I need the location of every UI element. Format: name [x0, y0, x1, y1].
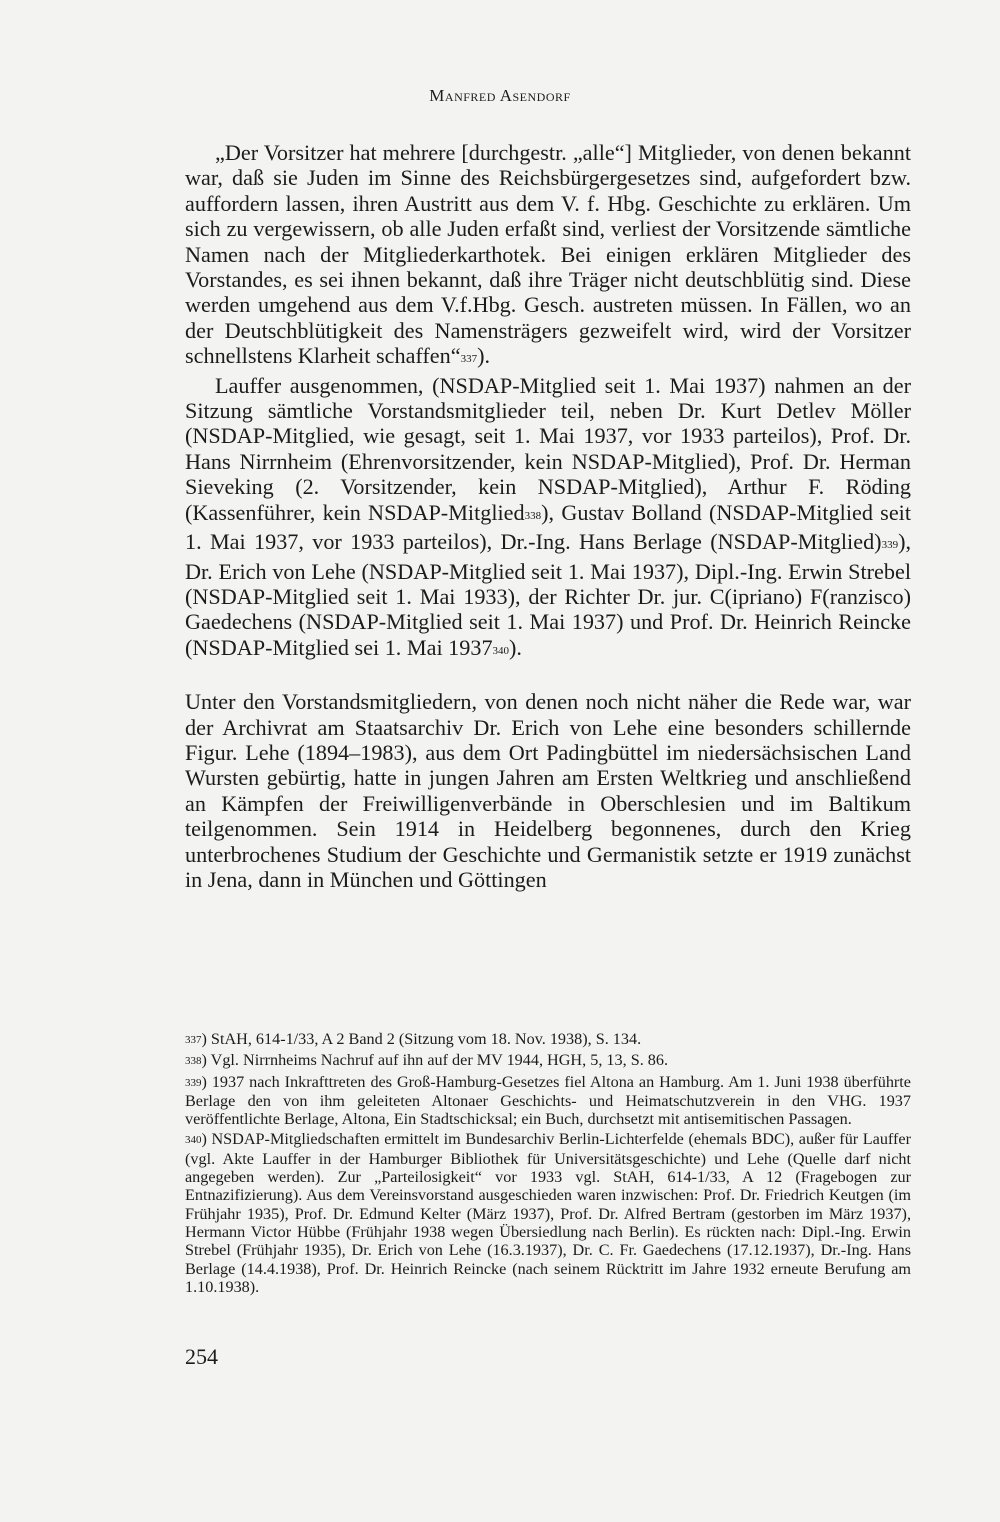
lehe-paragraph: Unter den Vorstandsmitgliedern, von denen noch nicht näher die Rede war, war der Archivrat am Staatsarchiv Dr. Erich von Lehe eine besonders schillernde Figur. Lehe (1894–1983), aus dem Ort Padingbüttel im niedersächsischen Land Wursten gebürtig, hatte in jungen Jahren am Ersten Weltkrieg und anschließend an Kämpfen der Freiwilligenverbände in Oberschlesien und im Baltikum teilgenommen. Sein 1914 in Heidelberg begonnenes, durch den Krieg unterbrochenes Studium der Geschichte und Germanistik setzte er 1919 zunächst in Jena, dann in München und Göttingen [185, 689, 911, 892]
main-text [185, 140, 911, 892]
footnote-ref-338[interactable]: 338 [524, 509, 542, 522]
page-number: 254 [185, 1344, 218, 1369]
footnote-337 [185, 1030, 911, 1049]
footnote-ref-340[interactable]: 340 [492, 644, 510, 657]
members-paragraph [185, 373, 911, 664]
quote-paragraph [185, 140, 911, 373]
footnote-ref-337[interactable]: 337 [460, 353, 478, 366]
footnotes [185, 1030, 911, 1298]
members-text-d: ). [509, 634, 522, 660]
quote-tail: ). [477, 343, 491, 369]
members-text-b: ), Gustav Bolland (NSDAP-Mitglied seit 1. Mai 1937, vor 1933 parteilos), Dr.-Ing. Hans Berlage (NSDAP-Mitglied) [185, 499, 911, 555]
footnote-text: ) 1937 nach Inkrafttreten des Groß-Hamburg-Gesetzes fiel Altona an Hamburg. Am 1. Juni 1938 überführte Berlage den von ihm geleiteten Altonaer Geschichts- und Heimatschutzverein in den VHG. 1937 veröffentlichte Berlage, Altona, Ein Stadtschicksal; ein Buch, durchsetzt mit antisemitischen Passagen. [185, 1072, 911, 1129]
footnote-339 [185, 1073, 911, 1129]
footnote-340 [185, 1130, 911, 1296]
footnote-ref-339[interactable]: 339 [881, 539, 899, 552]
footnote-text: ) Vgl. Nirrnheims Nachruf auf ihn auf der MV 1944, HGH, 5, 13, S. 86. [201, 1051, 669, 1070]
members-text-c: ), Dr. Erich von Lehe (NSDAP-Mitglied seit 1. Mai 1937), Dipl.-Ing. Erwin Strebel (NSDAP-Mitglied seit 1. Mai 1933), der Richter Dr. jur. C(ipriano) F(ranzisco) Gaedechens (NSDAP-Mitglied seit 1. Mai 1937) und Prof. Dr. Heinrich Reincke (NSDAP-Mitglied sei 1. Mai 1937 [185, 529, 911, 660]
quote-text: „Der Vorsitzer hat mehrere [durchgestr. „alle“] Mitglieder, von denen bekannt war, daß sie Juden im Sinne des Reichsbürgergesetzes sind, aufgefordert bzw. auffordern lassen, ihren Austritt aus dem V. f. Hbg. Geschichte zu erklären. Um sich zu vergewissern, ob alle Juden erfaßt sind, verliest der Vorsitzende sämtliche Namen nach der Mitgliederkarthotek. Bei einigen erklären Mitglieder des Vorstandes, es sei ihnen bekannt, daß ihre Träger nicht deutschblütig sind. Diese werden umgehend aus dem V.f.Hbg. Gesch. austreten müssen. In Fällen, wo an der Deutschblütigkeit des Namensträgers gezweifelt wird, wird der Vorsitzer schnellstens Klarheit schaffen“ [185, 140, 911, 369]
footnote-number: 337 [185, 1034, 202, 1046]
members-text-a: Lauffer ausgenommen, (NSDAP-Mitglied seit 1. Mai 1937) nahmen an der Sitzung sämtliche Vorstandsmitglieder teil, neben Dr. Kurt Detlev Möller (NSDAP-Mitglied, wie gesagt, seit 1. Mai 1937, vor 1933 parteilos), Prof. Dr. Hans Nirrnheim (Ehrenvorsitzender, kein NSDAP-Mitglied), Prof. Dr. Herman Sieveking (2. Vorsitzender, kein NSDAP-Mitglied), Arthur F. Röding (Kassenführer, kein NSDAP-Mitglied [185, 372, 911, 525]
running-head: Manfred Asendorf [429, 86, 571, 105]
footnote-number: 338 [185, 1055, 202, 1068]
footnote-text: ) NSDAP-Mitgliedschaften ermittelt im Bundesarchiv Berlin-Lichterfelde (ehemals BDC), außer für Lauffer (vgl. Akte Lauffer in der Hamburger Bibliothek für Universitätsgeschichte) und Lehe (Quelle darf nicht angegeben werden). Zur „Parteilosigkeit“ vor 1933 vgl. StAH, 614-1/33, A 12 (Fragebogen zur Entnazifizierung). Aus dem Vereinsvorstand ausgeschieden waren inzwischen: Prof. Dr. Friedrich Keutgen (im Frühjahr 1935), Prof. Dr. Edmund Kelter (März 1937), Prof. Dr. Alfred Bertram (gestorben im März 1937), Hermann Victor Hübbe (Frühjahr 1938 wegen Übersiedlung nach Berlin). Es rückten nach: Dipl.-Ing. Erwin Strebel (Frühjahr 1935), Dr. Erich von Lehe (16.3.1937), Dr. C. Fr. Gaedechens (17.12.1937), Dr.-Ing. Hans Berlage (14.4.1938), Prof. Dr. Heinrich Reincke (nach seinem Rücktritt im Jahre 1932 erneute Berufung am 1.10.1938). [185, 1130, 911, 1296]
footnote-number: 340 [185, 1134, 202, 1147]
footnote-number: 339 [185, 1076, 202, 1089]
footnote-text: ) StAH, 614-1/33, A 2 Band 2 (Sitzung vom 18. Nov. 1938), S. 134. [201, 1030, 642, 1048]
footnote-338 [185, 1051, 911, 1070]
